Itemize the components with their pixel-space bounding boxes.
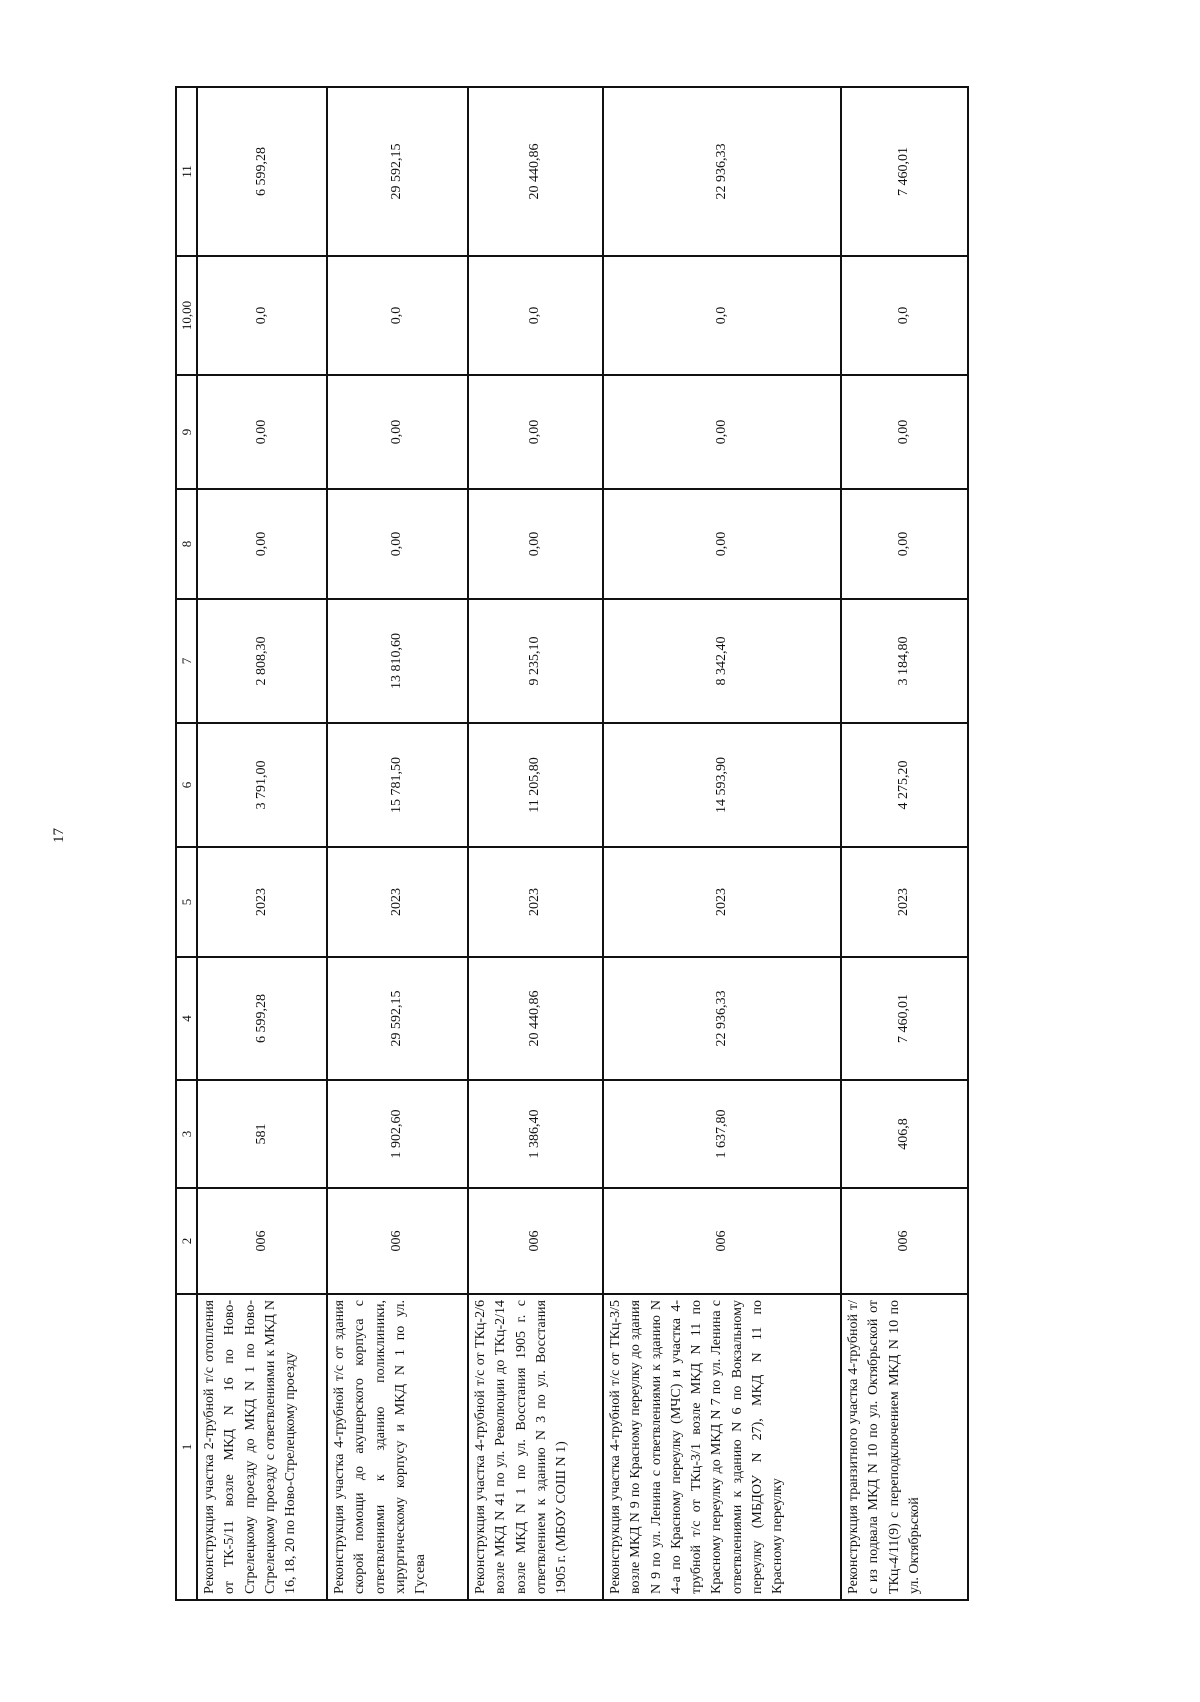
project-description: Реконструкция участка 4-трубной т/с от ТКц-2/6 возле МКД N 41 по ул. Революции до ТКц-2/14 возле МКД N 1 по ул. Восстания 1905 г. с ответвлением к зданию N 3 по ул. Восстания 1905 г. (МБОУ СОШ N 1) <box>468 1294 603 1600</box>
table-cell: 22 936,33 <box>603 957 841 1080</box>
project-description: Реконструкция участка 4-трубной т/с от здания скорой помощи до акушерского корпуса с ответвлениями к зданию поликлиники, хирургическому корпусу и МКД N 1 по ул. Гусева <box>327 1294 468 1600</box>
header-cell: 9 <box>176 375 197 489</box>
table-cell: 581 <box>197 1080 327 1188</box>
table-cell: 14 593,90 <box>603 723 841 847</box>
header-cell: 5 <box>176 847 197 957</box>
table-cell: 0,0 <box>197 256 327 375</box>
table-cell: 0,00 <box>603 375 841 489</box>
header-cell: 7 <box>176 599 197 723</box>
table-cell: 3 791,00 <box>197 723 327 847</box>
table-row <box>468 87 603 1600</box>
table-cell: 0,00 <box>197 489 327 599</box>
header-cell: 3 <box>176 1080 197 1188</box>
table-cell: 2023 <box>841 847 968 957</box>
table-cell: 0,00 <box>603 489 841 599</box>
page-number: 17 <box>51 828 67 843</box>
table-cell: 22 936,33 <box>603 87 841 256</box>
table-cell: 7 460,01 <box>841 957 968 1080</box>
table-cell: 9 235,10 <box>468 599 603 723</box>
table-cell: 006 <box>197 1188 327 1294</box>
table-cell: 0,0 <box>603 256 841 375</box>
table-cell: 3 184,80 <box>841 599 968 723</box>
table-cell: 0,00 <box>327 489 468 599</box>
table-row <box>327 87 468 1600</box>
table-cell: 2 808,30 <box>197 599 327 723</box>
table-cell: 29 592,15 <box>327 957 468 1080</box>
header-cell: 1 <box>176 1294 197 1600</box>
table-cell: 6 599,28 <box>197 87 327 256</box>
table-cell: 0,0 <box>841 256 968 375</box>
table-cell: 006 <box>468 1188 603 1294</box>
header-cell: 10,00 <box>176 256 197 375</box>
table-cell: 6 599,28 <box>197 957 327 1080</box>
table-row <box>841 87 968 1600</box>
table-cell: 0,00 <box>197 375 327 489</box>
table-cell: 006 <box>603 1188 841 1294</box>
table-cell: 2023 <box>327 847 468 957</box>
table-cell: 1 902,60 <box>327 1080 468 1188</box>
table-cell: 0,00 <box>468 489 603 599</box>
header-cell: 2 <box>176 1188 197 1294</box>
table-cell: 0,0 <box>468 256 603 375</box>
header-row <box>176 87 197 1600</box>
table-cell: 006 <box>841 1188 968 1294</box>
table-cell: 0,00 <box>841 375 968 489</box>
table-cell: 7 460,01 <box>841 87 968 256</box>
table-cell: 0,00 <box>327 375 468 489</box>
table-cell: 0,00 <box>841 489 968 599</box>
table-cell: 20 440,86 <box>468 87 603 256</box>
project-description: Реконструкция участка 2-трубной т/с отопления от ТК-5/11 возле МКД N 16 по Ново-Стрелецкому проезду до МКД N 1 по Ново-Стрелецкому проезду с ответвлениями к МКД N 16, 18, 20 по Ново-Стрелецкому проезду <box>197 1294 327 1600</box>
header-cell: 4 <box>176 957 197 1080</box>
table-cell: 1 637,80 <box>603 1080 841 1188</box>
table-cell: 0,00 <box>468 375 603 489</box>
table-row <box>197 87 327 1600</box>
header-cell: 6 <box>176 723 197 847</box>
investment-program-table <box>175 86 969 1601</box>
table-cell: 4 275,20 <box>841 723 968 847</box>
table-cell: 2023 <box>468 847 603 957</box>
table-cell: 29 592,15 <box>327 87 468 256</box>
table-cell: 1 386,40 <box>468 1080 603 1188</box>
table-cell: 406,8 <box>841 1080 968 1188</box>
project-description: Реконструкция участка 4-трубной т/с от ТКц-3/5 возле МКД N 9 по Красному переулку до здания N 9 по ул. Ленина с ответвлениями к зданию N 4-а по Красному переулку (МЧС) и участка 4-трубной т/с от ТКц-3/1 возле МКД N 11 по Красному переулку до МКД N 7 по ул. Ленина с ответвлениями к зданию N 6 по Вокзальному переулку (МБДОУ N 27), МКД N 11 по Красному переулку <box>603 1294 841 1600</box>
table-cell: 006 <box>327 1188 468 1294</box>
project-description: Реконструкция транзитного участка 4-трубной т/с из подвала МКД N 10 по ул. Октябрьской от ТКц-4/11(9) с переподключением МКД N 10 по ул. Октябрьской <box>841 1294 968 1600</box>
table-cell: 15 781,50 <box>327 723 468 847</box>
header-cell: 11 <box>176 87 197 256</box>
table-cell: 11 205,80 <box>468 723 603 847</box>
table-cell: 13 810,60 <box>327 599 468 723</box>
header-cell: 8 <box>176 489 197 599</box>
table-cell: 2023 <box>603 847 841 957</box>
table-row <box>603 87 841 1600</box>
table-cell: 20 440,86 <box>468 957 603 1080</box>
document-table-container <box>175 88 965 1601</box>
table-cell: 2023 <box>197 847 327 957</box>
table-cell: 0,0 <box>327 256 468 375</box>
table-cell: 8 342,40 <box>603 599 841 723</box>
